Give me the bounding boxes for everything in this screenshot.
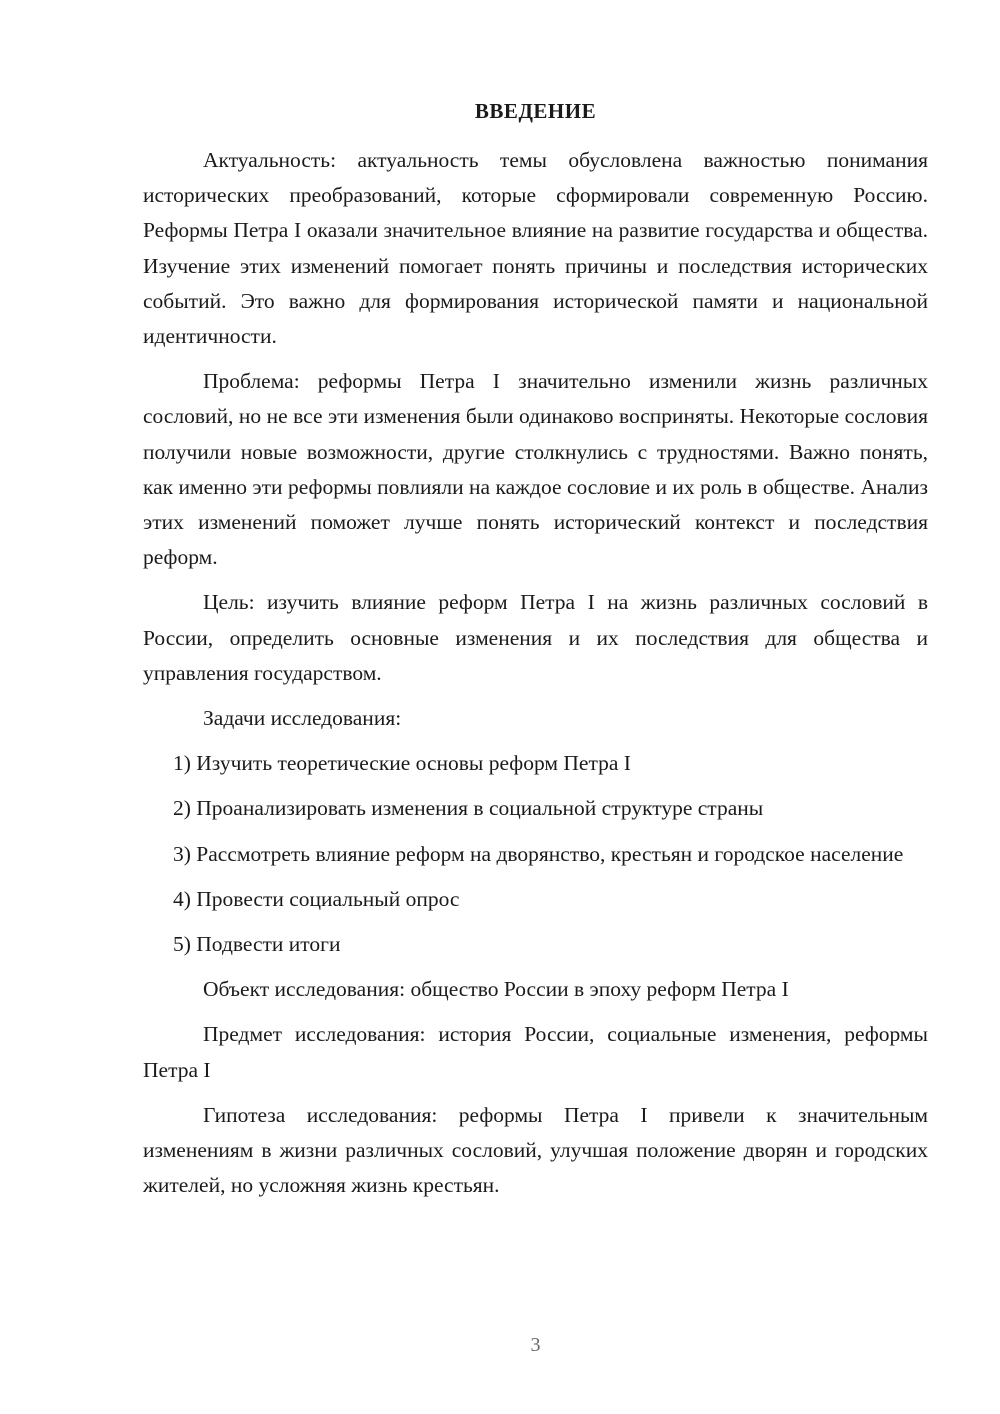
list-item: 1) Изучить теоретические основы реформ Петра I	[173, 751, 631, 776]
list-item: 4) Провести социальный опрос	[173, 886, 460, 911]
page-title: ВВЕДЕНИЕ	[474, 99, 597, 123]
page-number: 3	[530, 1334, 541, 1356]
document-page	[143, 0, 928, 1414]
list-item: 3) Рассмотреть влияние реформ на дворянство, крестьян и городское население	[173, 841, 904, 866]
tasks-heading: Задачи исследования:	[203, 706, 402, 731]
tasks-list	[143, 746, 928, 962]
paragraph-object: Объект исследования: общество России в эпоху реформ Петра I	[203, 977, 789, 1002]
list-item: 2) Проанализировать изменения в социальной структуре страны	[173, 796, 764, 821]
paragraph-relevance: Актуальность: актуальность темы обусловлена важностью понимания исторических преобразований, которые сформировали современную Россию. Реформы Петра I оказали значительное влияние на развитие государства и общества. Изучение этих изменений помогает понять причины и последствия исторических событий. Это важно для формирования исторической памяти и национальной идентичности.	[143, 148, 928, 349]
paragraph-subject: Предмет исследования: история России, социальные изменения, реформы Петра I	[143, 1022, 928, 1082]
paragraph-goal: Цель: изучить влияние реформ Петра I на жизнь различных сословий в России, определить основные изменения и их последствия для общества и управления государством.	[143, 590, 928, 685]
document-body	[143, 143, 928, 1203]
paragraph-hypothesis: Гипотеза исследования: реформы Петра I привели к значительным изменениям в жизни различных сословий, улучшая положение дворян и городских жителей, но усложняя жизнь крестьян.	[143, 1102, 928, 1198]
paragraph-problem: Проблема: реформы Петра I значительно изменили жизнь различных сословий, но не все эти изменения были одинаково восприняты. Некоторые сословия получили новые возможности, другие столкнулись с трудностями. Важно понять, как именно эти реформы повлияли на каждое сословие и их роль в обществе. Анализ этих изменений поможет лучше понять исторический контекст и последствия реформ.	[143, 369, 928, 570]
list-item: 5) Подвести итоги	[173, 932, 341, 957]
